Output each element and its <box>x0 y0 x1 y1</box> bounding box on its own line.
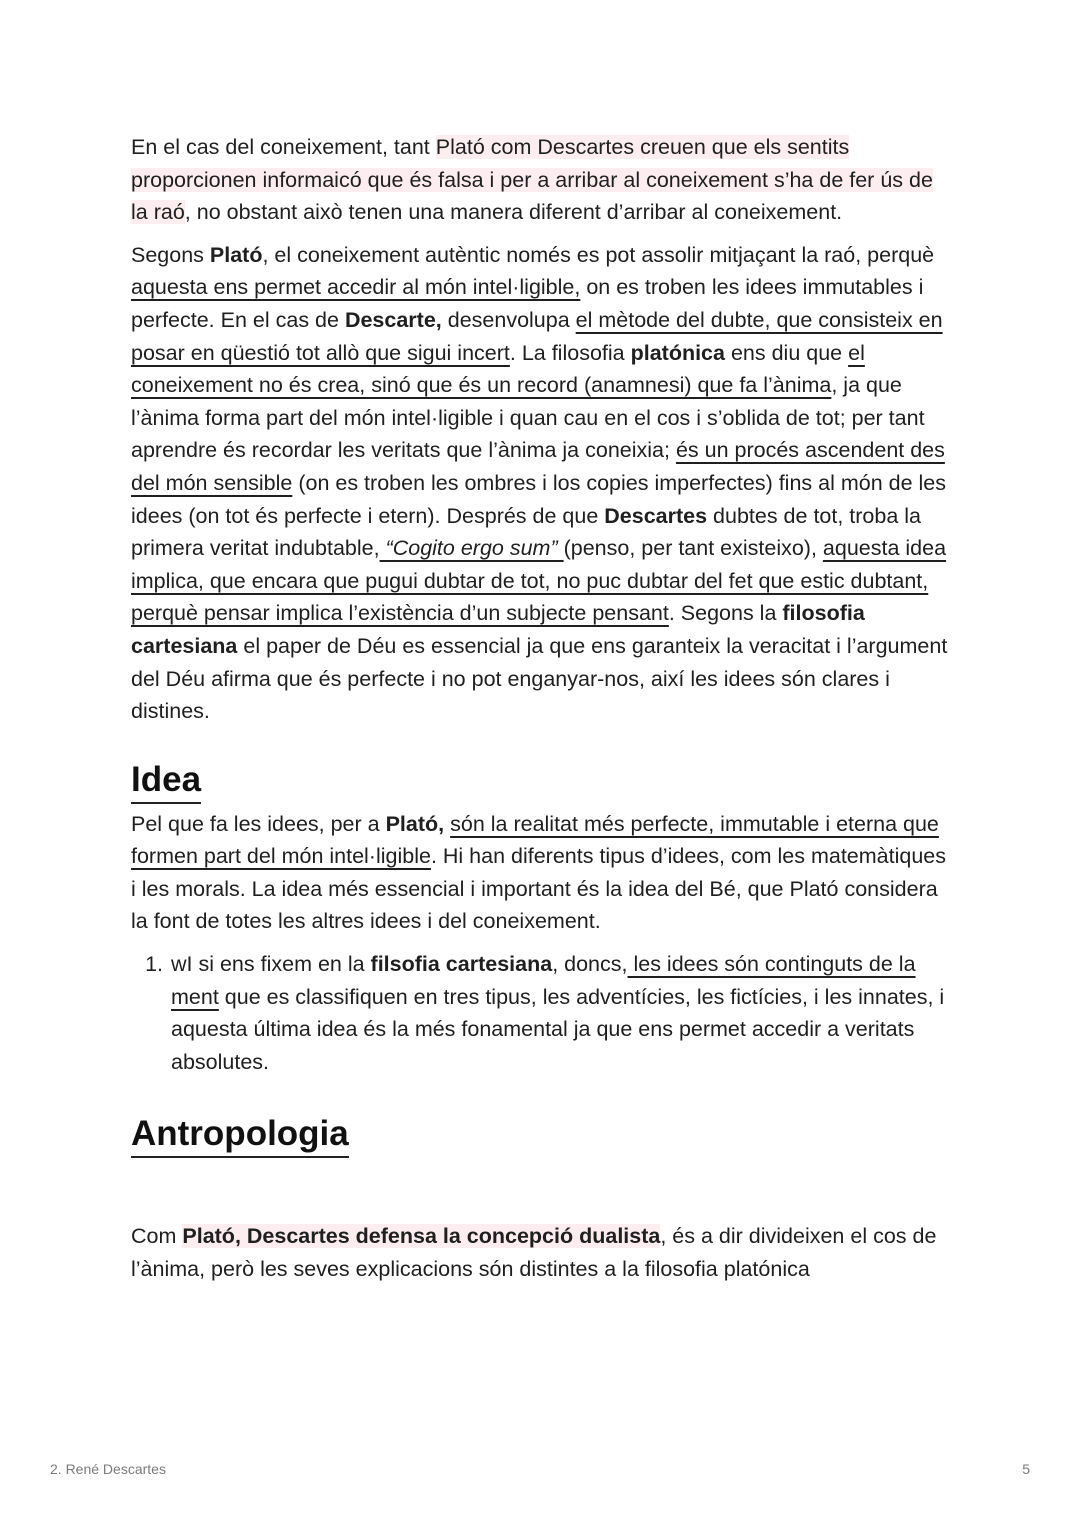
text-span: on es troben les idees immutables i perfecte. En el cas de <box>131 275 924 332</box>
text-span: Com <box>131 1224 183 1249</box>
underlined-text: el mètode del dubte, que consisteix en posar en qüestió tot allò que sigui incert <box>131 307 943 365</box>
text-span: (penso, per tant existeixo), <box>563 536 823 561</box>
underlined-quote: “Cogito ergo sum” <box>379 536 564 561</box>
bold-term: Plató <box>209 242 263 267</box>
bold-term: filsofia cartesiana <box>370 952 553 977</box>
text-span: (on es troben les ombres i los copies imperfectes) fins al món de les idees (on tot és perfecte i etern). Després de que <box>131 470 947 528</box>
bold-term: Descarte, <box>344 307 442 332</box>
text-span: Pel que fa les idees, per a <box>131 811 386 836</box>
text-span: desenvolupa <box>441 307 576 332</box>
text-span: , el coneixement autèntic només es pot assolir mitjaçant la raó, perquè <box>262 242 935 267</box>
list-item <box>169 948 951 1078</box>
paragraph-idea <box>131 808 951 938</box>
text-span: ens diu que <box>724 340 849 365</box>
text-span: que es classifiquen en tres tipus, les adventícies, les fictícies, i les innates, i aquesta última idea és la més fonamental ja que ens permet accedir a veritats absolutes. <box>171 984 945 1074</box>
text-span: , ja que l’ànima forma part del món intel·ligible i quan cau en el cos i s’oblida de tot; per tant aprendre és recordar les veritats que l’ànima ja coneixia; <box>131 373 925 463</box>
text-span: , no obstant això tenen una manera diferent d’arribar al coneixement. <box>184 200 843 225</box>
underlined-text: és un procés ascendent des del món sensible <box>131 438 945 495</box>
underlined-text: aquesta idea implica, que encara que pugui dubtar de tot, no puc dubtar del fet que estic dubtant, perquè pensar implica l’existència d’un subjecte pensant <box>131 536 947 626</box>
text-span: . La filosofia <box>509 340 631 365</box>
text-span: dubtes de tot, troba la primera veritat indubtable, <box>131 503 922 561</box>
footer-page-number: 5 <box>1022 1461 1030 1477</box>
underlined-text: són la realitat més perfecte, immutable i eterna que formen part del món intel·ligible <box>131 811 939 869</box>
text-span: En el cas del coneixement, tant <box>131 135 436 159</box>
bold-term: filosofia cartesiana <box>131 601 865 658</box>
document-body <box>131 131 951 1286</box>
numbered-list <box>131 948 951 1078</box>
text-span: , doncs, <box>552 952 628 977</box>
underlined-text: les idees són continguts de la ment <box>171 952 916 1009</box>
highlighted-text: Plató com Descartes creuen que els sentits proporcionen informaicó que és falsa i per a arribar al coneixement s’ha de fer ús de la raó <box>131 135 933 225</box>
paragraph-knowledge-detail <box>131 239 951 728</box>
underlined-text: el coneixement no és crea, sinó que és un record (anamnesi) que fa l’ànima <box>131 340 865 398</box>
bold-term: platónica <box>630 340 725 365</box>
paragraph-antropologia <box>131 1220 951 1285</box>
heading-antropologia: Antropologia <box>131 1112 349 1158</box>
text-span: Segons <box>131 242 210 267</box>
highlighted-bold-text: Plató, Descartes defensa la concepció dualista <box>182 1224 661 1249</box>
footer-section-title: 2. René Descartes <box>50 1461 166 1477</box>
text-span: , és a dir divideixen el cos de l’ànima, però les seves explicacions són distintes a la filosofia platónica <box>131 1224 937 1282</box>
text-span: . Hi han diferents tipus d’idees, com les matemàtiques i les morals. La idea més essencial i important és la idea del Bé, que Plató considera la font de totes les altres idees i del coneixement. <box>131 844 947 934</box>
text-span: . Segons la <box>668 601 783 626</box>
heading-idea: Idea <box>131 758 201 804</box>
underlined-text: aquesta ens permet accedir al món intel·ligible, <box>131 275 581 300</box>
bold-term: Descartes <box>604 503 708 528</box>
bold-term: Plató, <box>385 811 445 836</box>
text-span: el paper de Déu es essencial ja que ens garanteix la veracitat i l’argument del Déu afirma que és perfecte i no pot enganyar-nos, així les idees són clares i distines. <box>131 633 948 724</box>
text-span: wI si ens fixem en la <box>171 952 371 977</box>
paragraph-knowledge-intro <box>131 131 951 229</box>
